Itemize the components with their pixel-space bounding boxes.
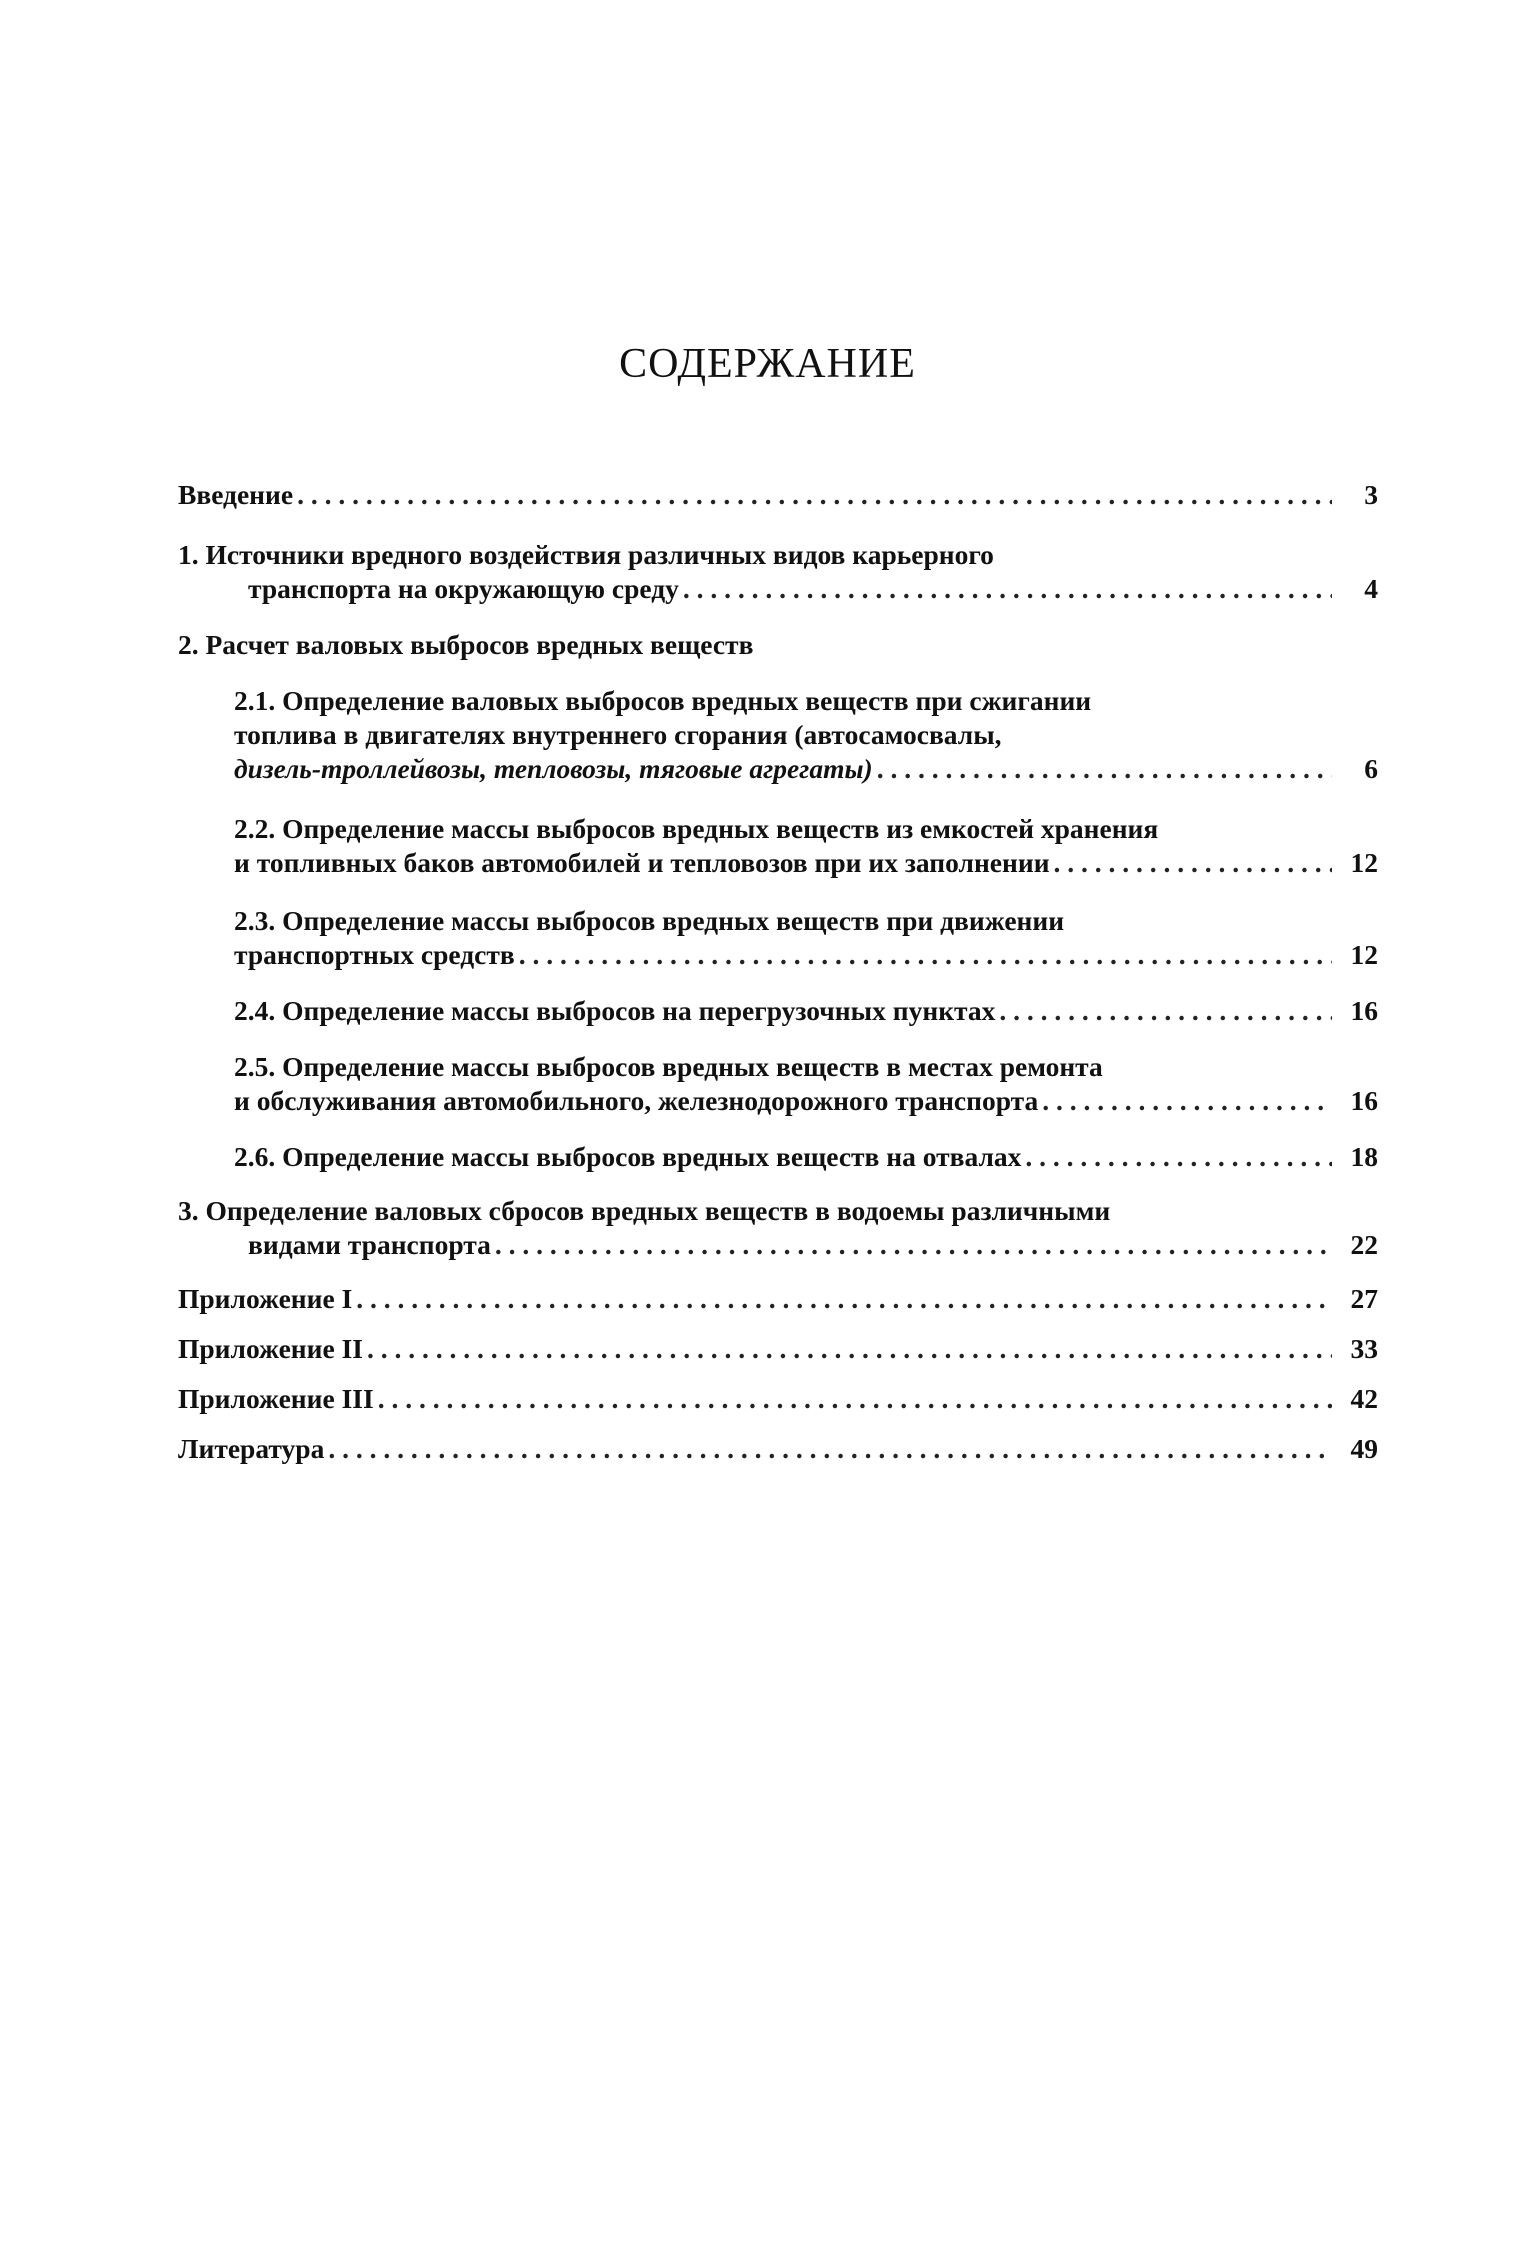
toc-entry-text: 2.4. Определение массы выбросов на перегрузочных пунктах [234, 995, 996, 1026]
toc-entry-text: видами транспорта [248, 1229, 491, 1260]
toc-entry-text: дизель-троллейвозы, тепловозы, тяговые агрегаты) [234, 753, 873, 784]
dot-leader [378, 1382, 1332, 1416]
toc-entry-text: транспортных средств [234, 939, 515, 970]
toc-entry-text: Приложение II [178, 1333, 363, 1364]
toc-entry-text: 2.3. Определение массы выбросов вредных веществ при движении [234, 905, 1065, 936]
toc-entry-text: Приложение III [178, 1383, 374, 1414]
toc-entry-text: транспорта на окружающую среду [248, 573, 679, 604]
toc-entry-section-2-2[interactable] [234, 812, 1378, 880]
toc-page-number: 33 [1350, 1333, 1378, 1364]
toc-entry-text: 2.1. Определение валовых выбросов вредных веществ при сжигании [234, 685, 1092, 716]
toc-entry-text: Литература [178, 1433, 325, 1464]
toc-entry-text: 2.2. Определение массы выбросов вредных веществ из емкостей хранения [234, 813, 1159, 844]
toc-entry-section-2[interactable] [178, 628, 1378, 662]
toc-page-number: 49 [1350, 1433, 1378, 1464]
dot-leader [877, 752, 1332, 786]
dot-leader [356, 1282, 1332, 1316]
dot-leader [367, 1332, 1332, 1366]
toc-entry-text: 2.6. Определение массы выбросов вредных веществ на отвалах [234, 1141, 1022, 1172]
toc-entry-section-2-4[interactable] [234, 994, 1378, 1028]
toc-entry-appendix-2[interactable] [178, 1332, 1378, 1366]
dot-leader [1054, 846, 1332, 880]
toc-entry-text: топлива в двигателях внутреннего сгорания (автосамосвалы, [234, 719, 1002, 750]
toc-entry-text: Введение [178, 479, 294, 510]
toc-page-number: 4 [1364, 573, 1378, 604]
toc-entry-introduction[interactable] [178, 478, 1378, 512]
toc-page-number: 22 [1350, 1229, 1378, 1260]
toc-page-number: 16 [1350, 1085, 1378, 1116]
toc-page-number: 27 [1350, 1283, 1378, 1314]
toc-entry-text: 2. Расчет валовых выбросов вредных веществ [178, 629, 754, 660]
toc-entry-text: 3. Определение валовых сбросов вредных веществ в водоемы различными [178, 1195, 1111, 1226]
toc-entry-appendix-3[interactable] [178, 1382, 1378, 1416]
toc-page-number: 42 [1350, 1383, 1378, 1414]
toc-entry-text: Приложение I [178, 1283, 353, 1314]
toc-entry-section-2-3[interactable] [234, 904, 1378, 972]
toc-entry-section-2-1[interactable] [234, 684, 1378, 786]
dot-leader [999, 994, 1332, 1028]
dot-leader [1025, 1140, 1332, 1174]
page-title: СОДЕРЖАНИЕ [619, 341, 916, 387]
toc-entry-section-2-6[interactable] [234, 1140, 1378, 1174]
dot-leader [328, 1432, 1332, 1466]
toc-entry-text: и топливных баков автомобилей и тепловозов при их заполнении [234, 847, 1050, 878]
toc-entry-literature[interactable] [178, 1432, 1378, 1466]
toc-page-number: 18 [1350, 1141, 1378, 1172]
dot-leader [495, 1228, 1332, 1262]
toc-entry-text: 2.5. Определение массы выбросов вредных веществ в местах ремонта [234, 1051, 1103, 1082]
toc-page-number: 6 [1364, 753, 1378, 784]
toc-page-number: 12 [1350, 939, 1378, 970]
table-of-contents [178, 478, 1378, 1466]
toc-page-number: 12 [1350, 847, 1378, 878]
toc-entry-appendix-1[interactable] [178, 1282, 1378, 1316]
toc-entry-text: и обслуживания автомобильного, железнодорожного транспорта [234, 1085, 1039, 1116]
toc-page-number: 16 [1350, 995, 1378, 1026]
dot-leader [683, 572, 1332, 606]
toc-page-number: 3 [1364, 479, 1378, 510]
dot-leader [519, 938, 1332, 972]
toc-entry-section-1[interactable] [178, 538, 1378, 606]
dot-leader [1042, 1084, 1332, 1118]
toc-entry-section-2-5[interactable] [234, 1050, 1378, 1118]
dot-leader [297, 478, 1332, 512]
toc-entry-section-3[interactable] [178, 1194, 1378, 1262]
toc-entry-text: 1. Источники вредного воздействия различных видов карьерного [178, 539, 994, 570]
